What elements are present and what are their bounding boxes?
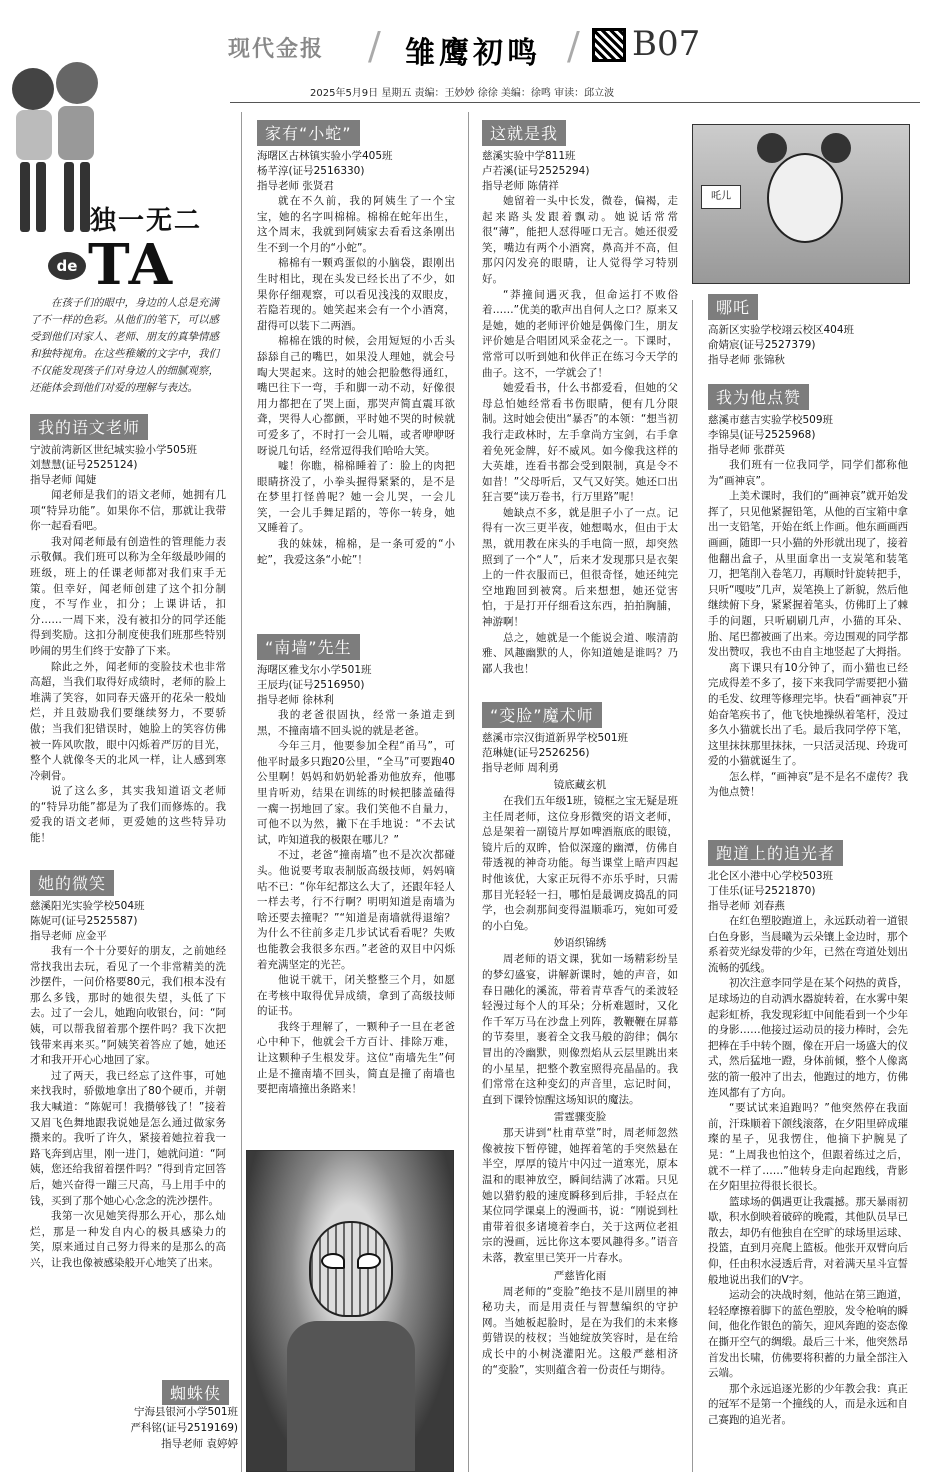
paragraph: 她留着一头中长发，微卷，偏褐，走起来路头发跟着飘动。她说话常常很“薄”，能把人怼得哑口无言。她还很爱笑，嘴边有两个小酒窝，鼻高并不高，但那闪闪发亮的眼睛，让人觉得学习特别好。 (482, 195, 678, 285)
article-author: 严科铭(证号2519169) (130, 1422, 238, 1434)
paragraph: 她缺点不多，就是胆子小了一点。记得有一次三更半夜，她想喝水，但由于太黑，就用教在床头的手电筒一照，却突然照到了一个“人”，后来才发现那只是衣架上的一件衣服而已，但很奇怪，她还纯完空地跑回到被窝。后来想想，她还觉害怕，于是打开仔细看这东西，拍拍胸脯，神游啊！ (482, 506, 678, 629)
article-advisor: 指导老师 陈倩祥 (482, 180, 559, 192)
article-title: “南墙”先生 (257, 634, 360, 660)
article-advisor: 指导老师 应金平 (30, 930, 107, 942)
article-nezha (708, 294, 908, 368)
speech-bubble: 吒儿 (701, 185, 741, 209)
subheading: 妙语织锦绣 (553, 937, 607, 950)
article-author: 王辰玙(证号2516950) (257, 679, 365, 691)
article-school: 慈溪阳光实验学校504班 (30, 900, 145, 912)
page-number: B07 (632, 24, 701, 64)
paragraph: 不过，老爸“撞南墙”也不是次次都碰头。他说要考取表制版高级技师，妈妈嘀咕不已：“你年纪都这么大了，还跟年轻人一样去考，行不行啊？明明知道是南墙为啥还要去撞呢？”“知道是南墙就得退缩？为什么不往前多走几步试试看看呢？失败也能教会我很多东西。”老爸的双目中闪烁着充满坚定的光芒。 (257, 849, 455, 971)
paragraph: 初次注意李同学是在某个闷热的黄昏，足球场边的自动洒水器旋转着，在水雾中架起彩虹桥，我发现彩虹中间能看到一个少年的身影……他接过运动员的接力棒时，会先把棒在手中转个圈，像在开启一场盛大的仪式，然后猛地一蹬，身体前倾，整个人像离弦的箭一般冲了出去，他跑过的地方，仿佛连风都有了方向。 (708, 977, 908, 1099)
paragraph: 周老师的语文课，犹如一场精彩纷呈的梦幻盛宴，讲解新课时，她的声音，如春日融化的溪流，带着青草香气的柔波轻轻漫过每个人的耳朵；分析难题时，又化作千军万马在沙盘上列阵，教鞭鞭在屏幕的节奏里，裹着全文我马般的韵律；偶尔冒出的冷幽默，则像烈焰从云层里跳出来的小星星，把整个教室照得亮晶晶的。我们常常在这种变幻的声音里，忘记时间，直到下课铃惊醒这场知识的魔法。 (482, 953, 678, 1106)
paragraph: 运动会的决战时刻，他站在第三跑道，轻轻摩擦着脚下的蓝色塑胶，发令枪响的瞬间，他化作银色的箭矢，迎风奔跑的姿态像在撕开空气的绸缎。最后三十米，他突然昂首发出长啸，仿佛要将积蓄的力量全部注入云端。 (708, 1289, 908, 1380)
article-author: 俞婧宸(证号2527379) (708, 339, 816, 351)
paragraph: 我们班有一位我同学，同学们都称他为“画神哀”。 (708, 459, 908, 487)
article-author: 范琳婕(证号2526256) (482, 747, 590, 759)
article-mask (482, 702, 678, 1378)
article-school: 海曙区古林镇实验小学405班 (257, 150, 393, 162)
paragraph: 周老师的“变脸”绝技不是川剧里的神秘功夫，而是用责任与智慧编织的守护网。当她板起脸时，是在为我们的未来修剪错误的枝杈；当她绽放笑容时，是在给成长中的小树浇灌阳光。这般严慈相济的“变脸”，实则蕴含着一份责任与期待。 (482, 1285, 678, 1376)
article-school: 慈溪市宗汉街道新界学校501班 (482, 732, 629, 744)
article-advisor: 指导老师 刘春燕 (708, 900, 785, 912)
spider-credits (108, 1404, 238, 1452)
paragraph: 我对闻老师最有创造性的管理能力表示敬佩。我们班可以称为全年级最吵闹的班级，班上的任课老师都对我们束手无策。但幸好，闻老师创建了这个扣分制度，不写作业，扣分；上课讲话，扣分……一周下来，没有被扣分的同学还能得到奖励。这扣分制度使我们班那些特别吵闹的男生们终于安静了下来。 (30, 535, 226, 657)
subheading: 严慈皆化雨 (553, 1269, 607, 1282)
section-title: 雏鹰初鸣 (405, 36, 541, 71)
article-title: 她的微笑 (30, 870, 114, 896)
paragraph: 说了这么多，其实我知道语文老师的“特异功能”都是为了我们而修炼的。我爱我的语文老师，更爱她的这些特异功能！ (30, 785, 226, 845)
article-title: 跑道上的追光者 (708, 840, 843, 866)
article-advisor: 指导老师 闻婕 (30, 474, 97, 486)
column-divider (241, 112, 242, 1472)
paragraph: 除此之外，闻老师的变脸技术也非常高超，当我们取得好成绩时，老师的脸上堆满了笑容，如同春天盛开的花朵一般灿烂，并且鼓励我们要继续努力，不要骄傲；当我们犯错误时，她脸上的笑容仿佛被一阵风吹散，眼中闪烁着严厉的目光，整个人就像冬天的北风一样，让人感到寒冷刺骨。 (30, 660, 226, 782)
article-praise (708, 384, 908, 801)
masthead (220, 18, 920, 78)
article-snake (257, 120, 455, 568)
article-teacher (30, 414, 226, 847)
feature-title-ta: TA (88, 232, 175, 298)
article-author: 李锦昊(证号2525968) (708, 429, 816, 441)
article-school: 慈溪市慈吉实验学校509班 (708, 414, 834, 426)
children-illustration (8, 58, 100, 253)
article-school: 北仑区小港中心学校503班 (708, 870, 834, 882)
paragraph: 就在不久前，我的阿姨生了一个宝宝，她的名字叫棉棉。棉棉在蛇年出生，这个周末，我就到阿姨家去看看这条刚出生不到一个月的“小蛇”。 (257, 195, 455, 254)
paragraph: 今年三月，他要参加全程“甬马”，可他平时最多只跑20公里，“全马”可要跑40公里啊！妈妈和奶奶轮番劝他放弃，他哪里肯听劝，结果在训练的时候把膝盖磕得一瘸一拐地回了家。我们笑他不自量力，可他不以为然，撇下在手地说：“不去试试，咋知道我的极限在哪儿？” (257, 740, 455, 846)
article-school: 海曙区雅戈尔小学501班 (257, 664, 372, 676)
article-advisor: 指导老师 张贤君 (257, 180, 334, 192)
paragraph: 我第一次见她笑得那么开心，那么灿烂，那是一种发自内心的极具感染力的笑，原来通过自己努力得来的是那么的高兴，让我也像被感染般开心地笑了出来。 (30, 1210, 226, 1269)
paragraph: 过了两天，我已经忘了这件事，可她来找我时，骄傲地拿出了80个硬币，并朝我大喊道：“陈妮可！我攒够钱了！”接着又眉飞色舞地跟我说她是怎么通过做家务攒来的。我听了许久，紧接着她拉着我一路飞奔到店里，刚一进门，她就问道：“阿姨，您还给我留着摆件吗？”得到肯定回答后，她兴奋得一蹦三尺高，马上用手中的钱，买到了那个她心心念念的洗沙摆件。 (30, 1069, 226, 1207)
article-title: “变脸”魔术师 (482, 702, 602, 728)
paragraph: 闻老师是我们的语文老师，她拥有几项“特异功能”。如果你不信，那就让我带你一起看看吧。 (30, 489, 226, 533)
column-divider (692, 300, 693, 1472)
article-title: 蜘蛛侠 (162, 1380, 229, 1405)
article-title: 我为他点赞 (708, 384, 809, 410)
paragraph: 上美术课时，我们的“画神哀”就开始发挥了，只见他紧握铅笔，从他的百宝箱中拿出一支铅笔，开始在纸上作画。他东画画西画画，随即一只小猫的外形就出现了，接着他翻出盒子，从里面拿出一支炭笔和装笔刀，把笔削入卷笔刀，再顺时针旋转把手，只听“嘎吱”几声，炭笔换上了新貌，然后他继续俯下身，紧紧握着笔头，仿佛盯上了棘手的问题，只听刷刷几声，小猫的耳朵、胎、尾巴都被画了出来。旁边围观的同学都发出赞叹，我也不由自主地竖起了大拇指。 (708, 490, 908, 659)
paper-name: 现代金报 (228, 37, 325, 62)
article-advisor: 指导老师 张锦秋 (708, 354, 785, 366)
article-author: 刘慧慧(证号2525124) (30, 459, 138, 471)
article-school: 宁波前湾新区世纪城实验小学505班 (30, 444, 198, 456)
article-school: 慈溪实验中学811班 (482, 150, 576, 162)
paragraph: 那天讲到“杜甫草堂”时，周老师忽然像被按下暂停键，她挥着笔的手突然悬在半空，厚厚的镜片中闪过一道寒光，原本温和的眼神放空，瞬间结满了冰霜。只见她以猎豹般的速度瞬移到后排，手轻点在某位同学课桌上的漫画书，说：“刚说到杜甫带着很多诸境着李白，关于这两位老祖宗的漫画，远比你这本要风趣得多。”语音未落，教室里已笑开一片春水。 (482, 1127, 678, 1265)
column-divider (468, 112, 469, 1472)
article-school: 宁海县银河小学501班 (133, 1406, 238, 1418)
paragraph: 那个永远追逐光影的少年教会我：真正的冠军不是第一个撞线的人，而是永远和自己赛跑的追光者。 (708, 1382, 908, 1426)
paragraph: 我的老爸很固执，经常一条道走到黑，不撞南墙不回头说的就是老爸。 (257, 709, 455, 737)
feature-title-de: de (48, 252, 86, 280)
nezha-drawing (692, 124, 910, 284)
article-wall (257, 634, 455, 1098)
paragraph: 棉棉有一颗鸡蛋似的小脑袋，跟刚出生时相比，现在头发已经长出了不少，如果你仔细观察，可以看见浅浅的双眼皮，若隐若现的。她笑起来会有一个小酒窝，甜得可以装下二两酒。 (257, 257, 455, 332)
nezha-face-icon (767, 153, 843, 243)
article-author: 陈妮可(证号2525587) (30, 915, 138, 927)
subheading: 雷霆骤变脸 (553, 1111, 607, 1124)
qr-code-icon[interactable] (592, 28, 626, 62)
article-advisor: 指导老师 袁婷婷 (161, 1438, 238, 1450)
paragraph: 在我们五年级1班，镜框之宝无疑是班主任周老师，这位身形微突的语文老师，总是架着一副镜片厚如啤酒瓶底的眼镜，镜片后的双眸，恰似深邃的幽潭，仿佛自带透视的神奇功能。每当课堂上暗声四起时他该优，大家正玩得不亦乐乎时，只需那目光轻轻一扫，哪怕是最调皮捣乱的同学，也会刹那间变得温顺乖巧，宛如可爱的小白兔。 (482, 795, 678, 932)
subheading: 镜底藏玄机 (553, 779, 607, 791)
article-advisor: 指导老师 周利勇 (482, 762, 559, 774)
feature-title: 独一无二 (90, 206, 203, 236)
article-advisor: 指导老师 张群英 (708, 444, 785, 456)
masthead-slash: / (567, 24, 580, 68)
paragraph: 我有一个十分要好的朋友，之前她经常找我出去玩，看见了一个非常精美的洗沙摆件，一问价格要80元，我们根本没有那么多钱，那时的她很失望，头低了下去。过了一会儿，她跑向收银台，问：“阿姨，可以帮我留着那个摆件吗？我下次把钱带来再来买。”阿姨笑着答应了她，她还才和我开开心心地回了家。 (30, 945, 226, 1067)
article-title: 家有“小蛇” (257, 120, 360, 146)
paragraph: 离下课只有10分钟了，而小猫也已经完成得差不多了，接下来我同学需要把小猫的毛发、纹理等修理完毕。快看“画神哀”开始奋笔疾书了，他飞快地操纵着笔杆，没过多久小猫就长出了毛。最后我同学停下笔，这里抹抹那里抹抹，一只活灵活现、玲珑可爱的小猫就诞生了。 (708, 661, 908, 768)
paragraph: 我的妹妹，棉棉，是一条可爱的“小蛇”，我爱这条“小蛇”！ (257, 538, 455, 566)
paragraph: 他说干就干，闭关整整三个月，如愿在考核中取得优异成绩，拿到了高级技师的证书。 (257, 974, 455, 1018)
article-author: 丁佳乐(证号2521870) (708, 885, 816, 897)
masthead-slash: / (368, 24, 381, 68)
paragraph: 篮球场的偶遇更让我震撼。那天暴雨初歇，积水倒映着破碎的晚霞，其他队员早已散去，却仍有他独自在空旷的球场里运球、投篮，直到月亮爬上篮板。他张开双臂向后仰，任由积水浸透后背，对着满天星斗宣誓般地说出我们的V字。 (708, 1195, 908, 1286)
dateline: 2025年5月9日 星期五 责编：王妙妙 徐徐 美编：徐鸣 审读：邱立波 (310, 88, 615, 99)
paragraph: 我终于理解了，一颗种子一旦在老爸心中种下，他就会千方百计、排除万难，让这颗种子生根发芽。这位“南墙先生”何止是不撞南墙不回头，简直是撞了南墙也要把南墙撞出条路来！ (257, 1020, 455, 1096)
spiderman-mask-icon (309, 1221, 393, 1317)
article-runner (708, 840, 908, 1429)
article-school: 高新区实验学校翊云校区404班 (708, 324, 855, 336)
feature-intro: 在孩子们的眼中，身边的人总是充满了不一样的色彩。从他们的笔下，可以感受到他们对家人、老师、朋友的真挚情感和独特视角。在这些稚嫩的文字中，我们不仅能发现孩子们对身边人的细腻观察，还能体会到他们对爱的理解与表达。 (30, 297, 219, 394)
paragraph: “莽撞间遇灭我，但命运打不败俗着……”优美的歌声出自何人之口？原来又是她，她的老师评价她是偶像门生，朋友评价她是合唱团风采金花之一。下课时，常常可以听到她和伙伴正在练习今天学的曲子。这不，一学就会了！ (482, 288, 678, 379)
header-divider (230, 102, 920, 103)
paragraph: 在红色塑胶跑道上，永远跃动着一道银白色身影，当晨曦为云朵镶上金边时，那个系着荧光绿发带的少年，已然在弯道处划出流畅的弧线。 (708, 915, 908, 974)
paragraph: 怎么样，“画神哀”是不是名不虚传？我为他点赞！ (708, 770, 908, 799)
article-thisis (482, 120, 678, 677)
article-title: 我的语文老师 (30, 414, 148, 440)
article-title: 这就是我 (482, 120, 566, 146)
spiderman-drawing (246, 1150, 454, 1472)
article-title: 哪吒 (708, 294, 758, 320)
article-author: 杨芊淳(证号2516330) (257, 165, 365, 177)
article-author: 卢若溪(证号2525294) (482, 165, 590, 177)
article-smile (30, 870, 226, 1271)
paragraph: 棉棉在饿的时候，会用短短的小舌头舔舔自己的嘴巴，如果没人理她，就会号啕大哭起来。这时的她会把脸憋得通红，嘴巴往下一弯，手和脚一动不动，好像很用力都把在了哭上面，那哭声简直震耳欲聋，哭得人心都颤，平时她不哭的时候就可爱多了，不时打一会儿嗝，或者咿咿呀呀说几句话，经常逗得我们哈哈大笑。 (257, 335, 455, 457)
article-advisor: 指导老师 徐林利 (257, 694, 334, 706)
paragraph: 总之，她就是一个能说会道、喉清韵雅、风趣幽默的人，你知道她是谁吗？乃鄙人我也！ (482, 631, 678, 675)
paragraph: “要试试来追跑吗？”他突然停在我面前，汗珠顺着下颌线滚落，在夕阳里碎成璀璨的星子，见我愣住，他摘下护腕晃了晃：“上周我也怕这个，但跟着练过之后，就不一样了……”他转身走向起跑线，背影在夕阳里拉得很长很长。 (708, 1102, 908, 1193)
paragraph: 嘘！你瞧，棉棉睡着了：脸上的肉把眼睛挤没了，小拳头握得紧紧的，是不是在梦里打怪兽呢？她一会儿哭，一会儿笑，一会儿手舞足蹈的，等你一转身，她又睡着了。 (257, 460, 455, 535)
paragraph: 她爱看书，什么书都爱看，但她的父母总怕她经常看书伤眼睛，便有几分限制。这时她会使出“暴否”的本领：“想当初我行走政林时，左手拿尚方宝剑，右手拿着免死金牌，好不威风。如今像我这样的大英雄，连看书都会受到限制，真是令不如昔！”父母听后，又气又好笑。她还口出狂言要“读万卷书，行万里路”呢！ (482, 382, 678, 504)
